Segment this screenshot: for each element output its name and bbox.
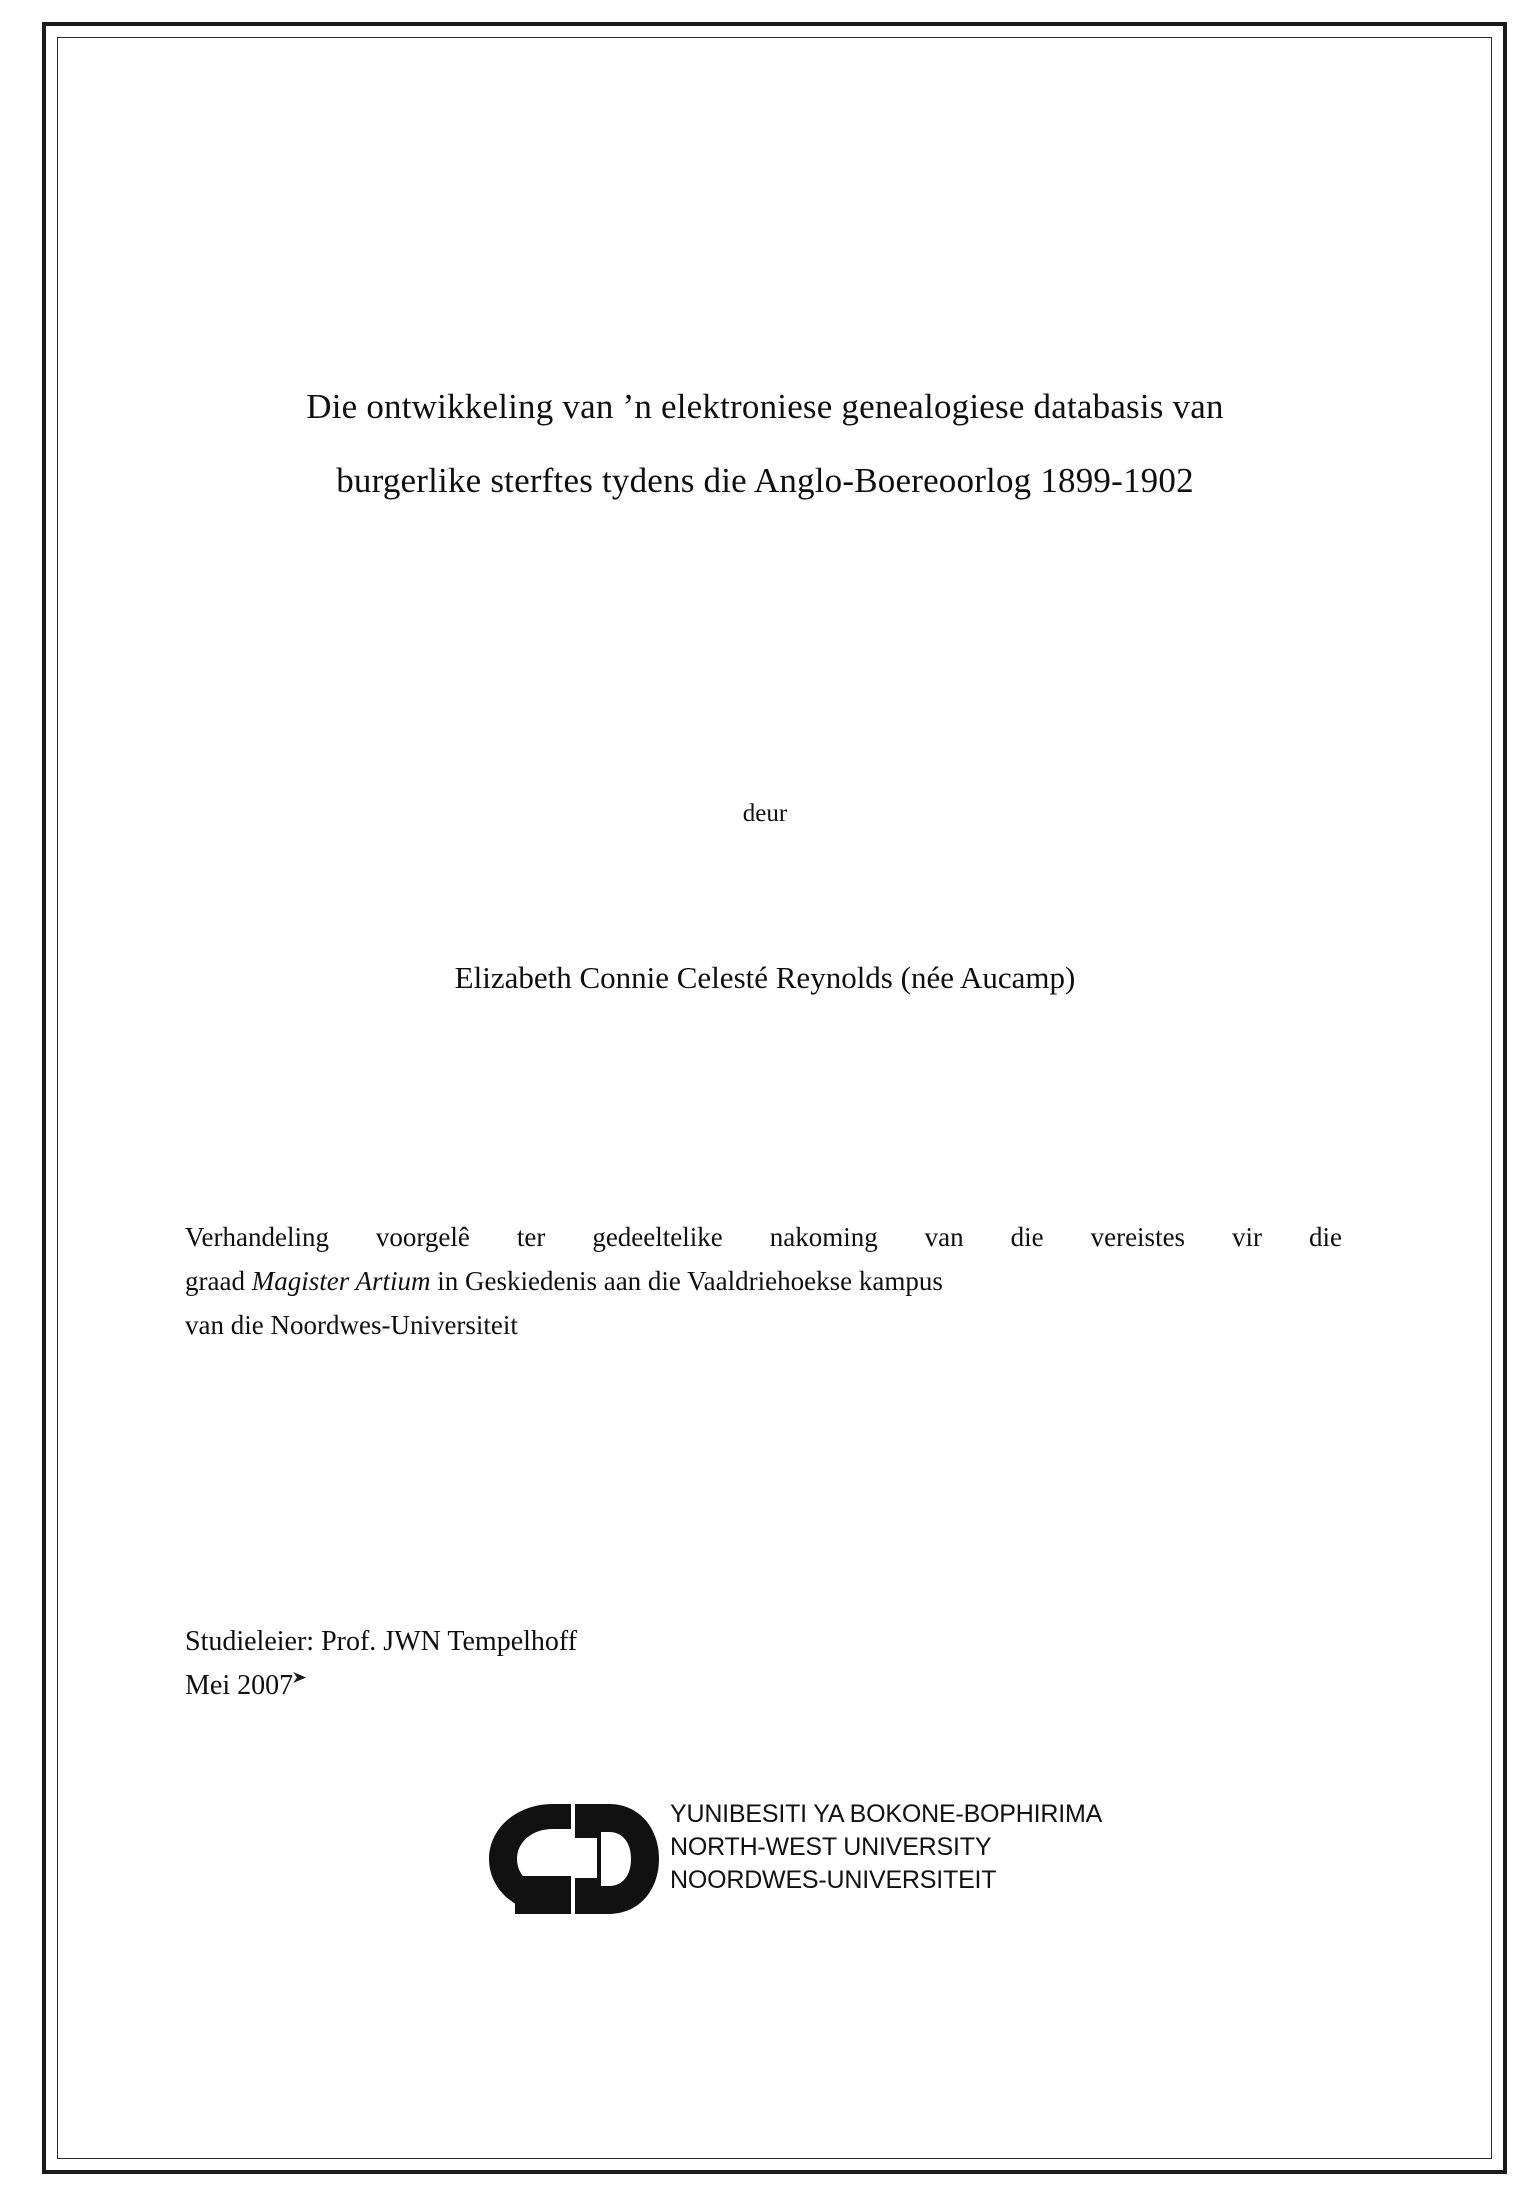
page-title (185, 370, 1345, 518)
north-west-university-logo-icon (475, 1790, 675, 1928)
logo-text-line-1: YUNIBESITI YA BOKONE-BOPHIRIMA (670, 1800, 1103, 1828)
title-line-1: Die ontwikkeling van ’n elektroniese genealogiese databasis van (306, 387, 1224, 426)
degree-statement-line-2 (185, 1259, 1342, 1303)
degree-statement (185, 1215, 1342, 1347)
degree-statement-line-1: Verhandeling voorgelê ter gedeeltelike nakoming van die vereistes vir die (185, 1222, 1342, 1252)
supervisor-block (185, 1620, 1345, 1708)
by-label: deur (742, 800, 788, 827)
submission-date: Mei 2007 (185, 1664, 293, 1708)
degree-statement-line-3: van die Noordwes-Universiteit (185, 1310, 518, 1340)
degree-name-italic: Magister Artium (251, 1266, 431, 1296)
logo-text-line-3: NOORDWES-UNIVERSITEIT (670, 1866, 997, 1894)
university-logo-block (475, 1790, 1195, 1930)
logo-text-line-2: NORTH-WEST UNIVERSITY (670, 1833, 992, 1861)
author-name: Elizabeth Connie Celesté Reynolds (née Aucamp) (454, 960, 1076, 995)
degree-statement-line-2-suffix: in Geskiedenis aan die Vaaldriehoekse kampus (430, 1266, 943, 1296)
title-line-2: burgerlike sterftes tydens die Anglo-Boereoorlog 1899-1902 (336, 461, 1194, 500)
university-logo-text (670, 1798, 1102, 1897)
title-page-content (185, 0, 1345, 2206)
degree-statement-line-2-prefix: graad (185, 1266, 252, 1296)
supervisor-line: Studieleier: Prof. JWN Tempelhoff (185, 1626, 578, 1657)
